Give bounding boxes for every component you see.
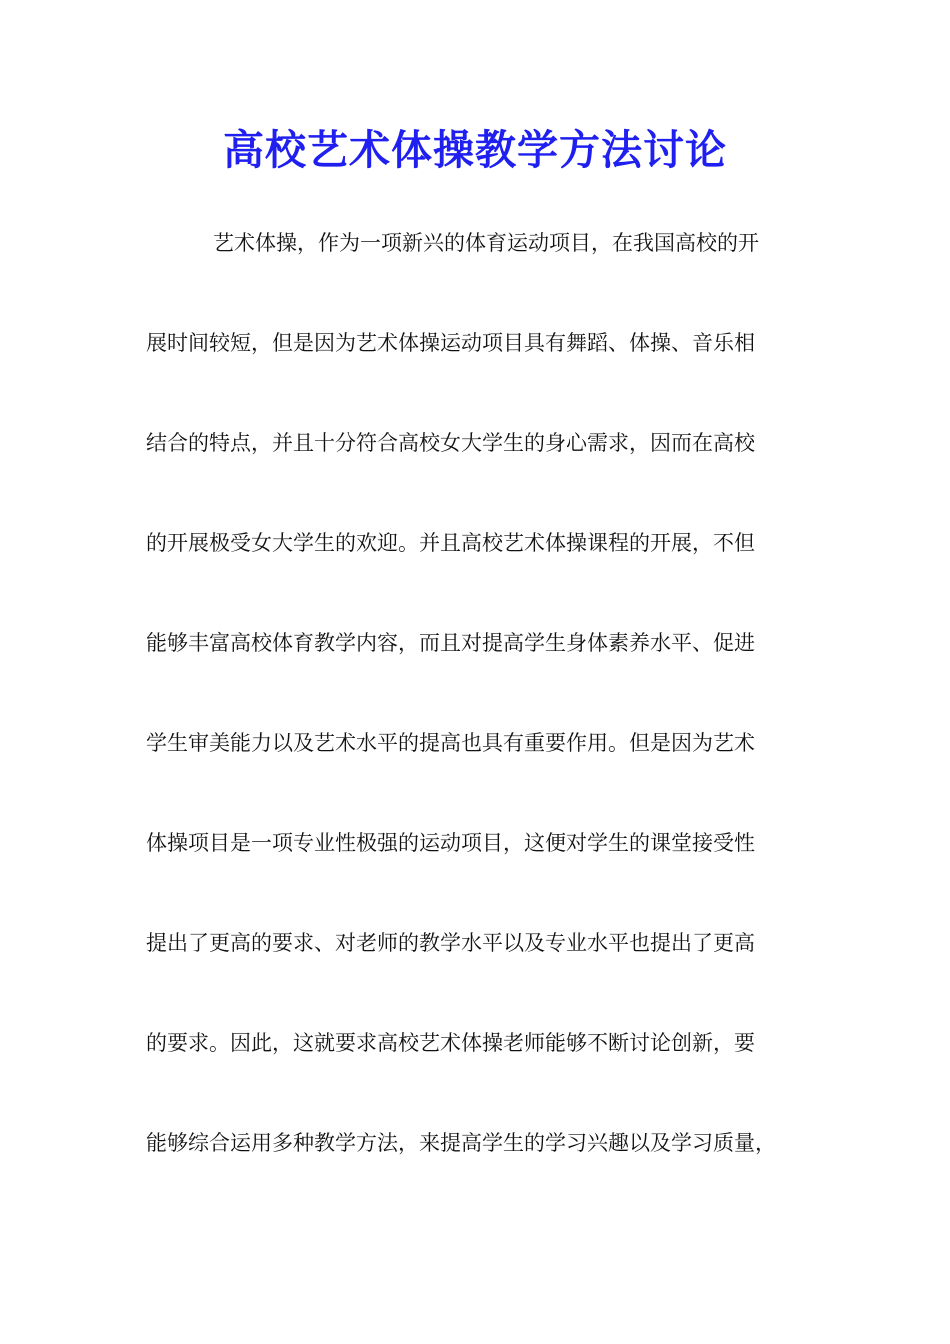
paragraph-line: 的开展极受女大学生的欢迎。并且高校艺术体操课程的开展，不但 — [146, 531, 755, 555]
paragraph-line: 能够综合运用多种教学方法，来提高学生的学习兴趣以及学习质量， — [146, 1131, 776, 1155]
document-body — [146, 218, 826, 1218]
paragraph-line: 展时间较短，但是因为艺术体操运动项目具有舞蹈、体操、音乐相 — [146, 331, 755, 355]
paragraph-line: 的要求。因此，这就要求高校艺术体操老师能够不断讨论创新，要 — [146, 1031, 755, 1055]
paragraph-line: 体操项目是一项专业性极强的运动项目，这便对学生的课堂接受性 — [146, 831, 755, 855]
paragraph-line: 结合的特点，并且十分符合高校女大学生的身心需求，因而在高校 — [146, 431, 755, 455]
document-title: 高校艺术体操教学方法讨论 — [223, 126, 727, 174]
paragraph-line: 艺术体操，作为一项新兴的体育运动项目，在我国高校的开 — [213, 231, 759, 255]
paragraph-line: 能够丰富高校体育教学内容，而且对提高学生身体素养水平、促进 — [146, 631, 755, 655]
paragraph-line: 提出了更高的要求、对老师的教学水平以及专业水平也提出了更高 — [146, 931, 755, 955]
paragraph-line: 学生审美能力以及艺术水平的提高也具有重要作用。但是因为艺术 — [146, 731, 755, 755]
